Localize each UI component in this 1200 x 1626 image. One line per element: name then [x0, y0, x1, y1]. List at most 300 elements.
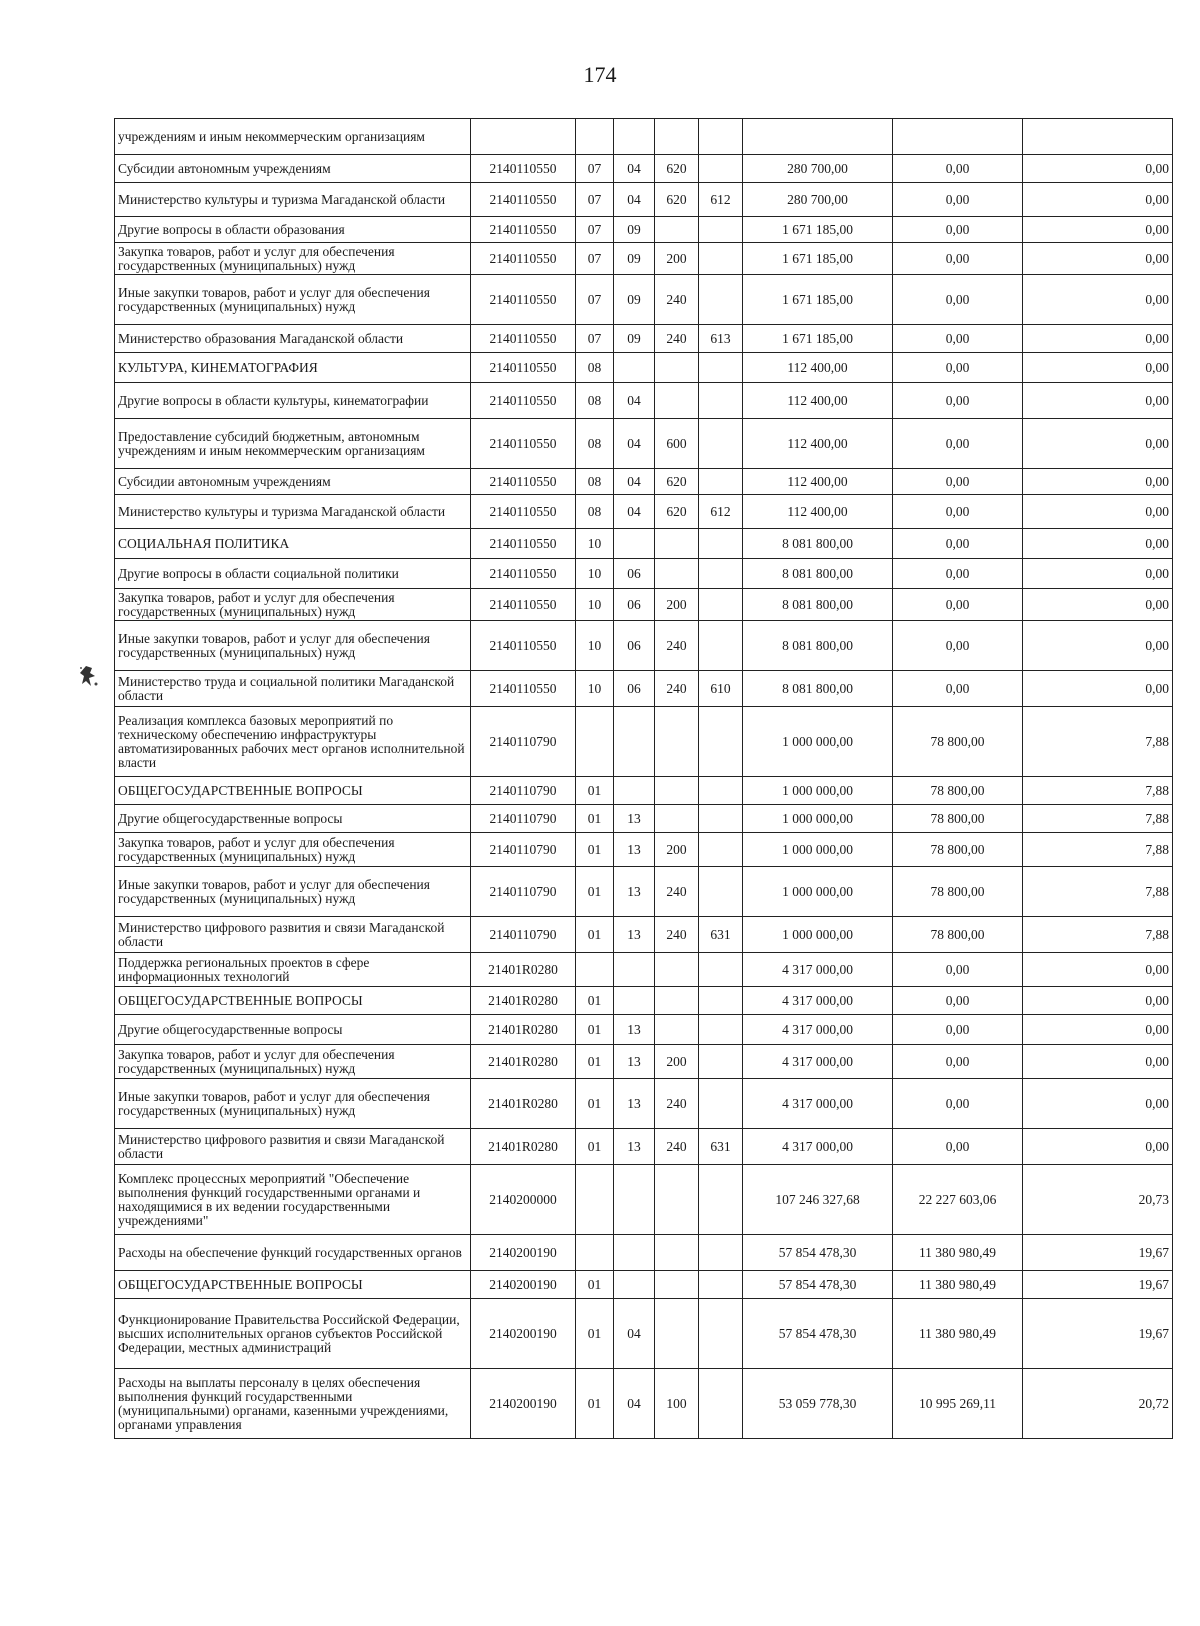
cell-name: Предоставление субсидий бюджетным, автономным учреждениям и иным некоммерческим организациям: [115, 419, 471, 469]
cell-percent: 0,00: [1023, 495, 1173, 529]
cell-vedomstvo: 612: [699, 495, 743, 529]
cell-podrazdel: 13: [614, 1045, 655, 1079]
cell-plan: 8 081 800,00: [743, 671, 893, 707]
cell-plan: 1 000 000,00: [743, 833, 893, 867]
page-number: 174: [583, 62, 617, 87]
cell-podrazdel: 13: [614, 867, 655, 917]
cell-percent: 0,00: [1023, 217, 1173, 243]
cell-code: 2140110550: [471, 243, 576, 275]
table-row: [115, 529, 1173, 559]
cell-vid: 620: [655, 469, 699, 495]
cell-vedomstvo: [699, 243, 743, 275]
cell-percent: 0,00: [1023, 987, 1173, 1015]
cell-podrazdel: 06: [614, 671, 655, 707]
cell-podrazdel: [614, 707, 655, 777]
cell-vid: [655, 1271, 699, 1299]
cell-vid: [655, 217, 699, 243]
cell-plan: 1 000 000,00: [743, 867, 893, 917]
cell-name: Иные закупки товаров, работ и услуг для обеспечения государственных (муниципальных) нужд: [115, 621, 471, 671]
cell-fact: 0,00: [893, 495, 1023, 529]
cell-percent: [1023, 119, 1173, 155]
cell-vedomstvo: [699, 1299, 743, 1369]
cell-vedomstvo: 631: [699, 917, 743, 953]
cell-fact: 0,00: [893, 589, 1023, 621]
cell-code: 2140110550: [471, 419, 576, 469]
cell-percent: 0,00: [1023, 1045, 1173, 1079]
cell-razdel: 07: [576, 243, 614, 275]
cell-fact: [893, 119, 1023, 155]
cell-percent: 0,00: [1023, 469, 1173, 495]
cell-razdel: 01: [576, 1079, 614, 1129]
cell-plan: 112 400,00: [743, 383, 893, 419]
cell-vid: 240: [655, 917, 699, 953]
cell-podrazdel: 04: [614, 155, 655, 183]
cell-name: Закупка товаров, работ и услуг для обеспечения государственных (муниципальных) нужд: [115, 1045, 471, 1079]
cell-fact: 0,00: [893, 987, 1023, 1015]
cell-plan: 1 000 000,00: [743, 917, 893, 953]
cell-name: Иные закупки товаров, работ и услуг для обеспечения государственных (муниципальных) нужд: [115, 275, 471, 325]
cell-razdel: 10: [576, 589, 614, 621]
table-row: [115, 1045, 1173, 1079]
cell-vedomstvo: 610: [699, 671, 743, 707]
cell-vedomstvo: [699, 589, 743, 621]
cell-vid: [655, 1165, 699, 1235]
cell-plan: 4 317 000,00: [743, 987, 893, 1015]
cell-code: 2140110550: [471, 325, 576, 353]
table-row: [115, 119, 1173, 155]
cell-fact: 78 800,00: [893, 867, 1023, 917]
cell-vid: 620: [655, 155, 699, 183]
cell-podrazdel: 04: [614, 495, 655, 529]
table-row: [115, 1015, 1173, 1045]
cell-fact: 0,00: [893, 275, 1023, 325]
cell-podrazdel: 04: [614, 383, 655, 419]
cell-code: 2140110550: [471, 383, 576, 419]
cell-percent: 20,73: [1023, 1165, 1173, 1235]
table-row: [115, 353, 1173, 383]
cell-razdel: [576, 119, 614, 155]
cell-podrazdel: [614, 777, 655, 805]
cell-razdel: [576, 1235, 614, 1271]
cell-fact: 78 800,00: [893, 707, 1023, 777]
cell-percent: 0,00: [1023, 1129, 1173, 1165]
table-row: [115, 469, 1173, 495]
cell-name: Другие вопросы в области образования: [115, 217, 471, 243]
cell-percent: 19,67: [1023, 1299, 1173, 1369]
cell-name: учреждениям и иным некоммерческим организациям: [115, 119, 471, 155]
cell-code: 2140110550: [471, 495, 576, 529]
cell-razdel: 10: [576, 621, 614, 671]
cell-name: Другие вопросы в области социальной политики: [115, 559, 471, 589]
cell-name: Министерство труда и социальной политики Магаданской области: [115, 671, 471, 707]
cell-razdel: 01: [576, 1271, 614, 1299]
cell-fact: 0,00: [893, 671, 1023, 707]
cell-vedomstvo: [699, 1165, 743, 1235]
cell-fact: 0,00: [893, 529, 1023, 559]
table-row: [115, 155, 1173, 183]
cell-vedomstvo: [699, 987, 743, 1015]
cell-fact: 78 800,00: [893, 917, 1023, 953]
cell-vedomstvo: [699, 419, 743, 469]
cell-plan: 8 081 800,00: [743, 589, 893, 621]
cell-plan: 4 317 000,00: [743, 1045, 893, 1079]
table-row: [115, 275, 1173, 325]
cell-podrazdel: 09: [614, 217, 655, 243]
cell-name: Субсидии автономным учреждениям: [115, 155, 471, 183]
table-row: [115, 777, 1173, 805]
cell-plan: 1 671 185,00: [743, 243, 893, 275]
table-row: [115, 1299, 1173, 1369]
cell-name: ОБЩЕГОСУДАРСТВЕННЫЕ ВОПРОСЫ: [115, 1271, 471, 1299]
cell-code: 2140110790: [471, 833, 576, 867]
cell-vedomstvo: [699, 217, 743, 243]
cell-name: Закупка товаров, работ и услуг для обеспечения государственных (муниципальных) нужд: [115, 833, 471, 867]
cell-name: Реализация комплекса базовых мероприятий по техническому обеспечению инфраструктуры автоматизированных рабочих мест органов исполнительной власти: [115, 707, 471, 777]
cell-razdel: 01: [576, 867, 614, 917]
cell-razdel: 08: [576, 419, 614, 469]
cell-vid: 240: [655, 325, 699, 353]
cell-plan: 112 400,00: [743, 353, 893, 383]
cell-percent: 7,88: [1023, 707, 1173, 777]
cell-code: 2140110790: [471, 867, 576, 917]
cell-podrazdel: 13: [614, 1079, 655, 1129]
cell-vedomstvo: [699, 1079, 743, 1129]
cell-code: 2140110790: [471, 805, 576, 833]
cell-vedomstvo: 631: [699, 1129, 743, 1165]
cell-fact: 11 380 980,49: [893, 1299, 1023, 1369]
cell-fact: 0,00: [893, 1129, 1023, 1165]
cell-fact: 11 380 980,49: [893, 1235, 1023, 1271]
cell-percent: 7,88: [1023, 833, 1173, 867]
cell-percent: 19,67: [1023, 1271, 1173, 1299]
cell-code: 21401R0280: [471, 1079, 576, 1129]
table-row: [115, 589, 1173, 621]
cell-code: 21401R0280: [471, 1129, 576, 1165]
cell-podrazdel: [614, 1271, 655, 1299]
cell-name: СОЦИАЛЬНАЯ ПОЛИТИКА: [115, 529, 471, 559]
table-row: [115, 419, 1173, 469]
cell-code: 2140200190: [471, 1235, 576, 1271]
cell-podrazdel: 04: [614, 183, 655, 217]
table-row: [115, 833, 1173, 867]
cell-percent: 0,00: [1023, 183, 1173, 217]
table-row: [115, 707, 1173, 777]
cell-vedomstvo: [699, 529, 743, 559]
cell-plan: 57 854 478,30: [743, 1299, 893, 1369]
cell-vid: 620: [655, 183, 699, 217]
cell-podrazdel: 13: [614, 1129, 655, 1165]
cell-podrazdel: [614, 1165, 655, 1235]
cell-razdel: [576, 1165, 614, 1235]
cell-vid: [655, 1235, 699, 1271]
cell-code: 2140110790: [471, 707, 576, 777]
cell-vid: [655, 529, 699, 559]
budget-table: [114, 118, 1173, 1439]
table-row: [115, 559, 1173, 589]
cell-plan: 107 246 327,68: [743, 1165, 893, 1235]
cell-vedomstvo: 612: [699, 183, 743, 217]
cell-podrazdel: 06: [614, 589, 655, 621]
table-row: [115, 1271, 1173, 1299]
cell-fact: 0,00: [893, 353, 1023, 383]
cell-plan: 57 854 478,30: [743, 1235, 893, 1271]
cell-podrazdel: [614, 953, 655, 987]
cell-vedomstvo: [699, 353, 743, 383]
cell-percent: 7,88: [1023, 777, 1173, 805]
table-row: [115, 953, 1173, 987]
cell-name: Иные закупки товаров, работ и услуг для обеспечения государственных (муниципальных) нужд: [115, 867, 471, 917]
cell-fact: 0,00: [893, 325, 1023, 353]
cell-fact: 0,00: [893, 953, 1023, 987]
cell-vid: 240: [655, 671, 699, 707]
cell-podrazdel: 04: [614, 419, 655, 469]
cell-plan: 4 317 000,00: [743, 1129, 893, 1165]
cell-code: 2140200000: [471, 1165, 576, 1235]
cell-vid: [655, 987, 699, 1015]
cell-razdel: 08: [576, 469, 614, 495]
cell-razdel: 01: [576, 805, 614, 833]
cell-razdel: 08: [576, 353, 614, 383]
table-row: [115, 217, 1173, 243]
cell-plan: 8 081 800,00: [743, 621, 893, 671]
cell-podrazdel: 13: [614, 833, 655, 867]
cell-vid: 200: [655, 1045, 699, 1079]
table-row: [115, 987, 1173, 1015]
cell-plan: 53 059 778,30: [743, 1369, 893, 1439]
cell-razdel: 01: [576, 1045, 614, 1079]
cell-razdel: 07: [576, 183, 614, 217]
cell-vedomstvo: [699, 777, 743, 805]
cell-vid: [655, 777, 699, 805]
cell-vid: 240: [655, 275, 699, 325]
cell-plan: 112 400,00: [743, 495, 893, 529]
cell-code: 2140110550: [471, 217, 576, 243]
cell-podrazdel: 04: [614, 1299, 655, 1369]
cell-vid: 620: [655, 495, 699, 529]
cell-name: Субсидии автономным учреждениям: [115, 469, 471, 495]
cell-vedomstvo: 613: [699, 325, 743, 353]
cell-plan: 280 700,00: [743, 155, 893, 183]
cell-podrazdel: 13: [614, 805, 655, 833]
cell-razdel: 10: [576, 529, 614, 559]
cell-code: 2140110550: [471, 671, 576, 707]
cell-fact: 78 800,00: [893, 833, 1023, 867]
cell-plan: 112 400,00: [743, 469, 893, 495]
cell-code: 2140110790: [471, 917, 576, 953]
cell-code: 21401R0280: [471, 987, 576, 1015]
cell-percent: 0,00: [1023, 325, 1173, 353]
cell-vedomstvo: [699, 1015, 743, 1045]
table-row: [115, 1129, 1173, 1165]
cell-plan: 8 081 800,00: [743, 529, 893, 559]
cell-razdel: [576, 953, 614, 987]
cell-name: Комплекс процессных мероприятий "Обеспечение выполнения функций государственными органами и находящимися в их ведении государственными учреждениями": [115, 1165, 471, 1235]
cell-code: 2140110790: [471, 777, 576, 805]
cell-razdel: 07: [576, 325, 614, 353]
cell-vid: [655, 119, 699, 155]
cell-name: КУЛЬТУРА, КИНЕМАТОГРАФИЯ: [115, 353, 471, 383]
cell-fact: 0,00: [893, 559, 1023, 589]
cell-name: ОБЩЕГОСУДАРСТВЕННЫЕ ВОПРОСЫ: [115, 987, 471, 1015]
cell-plan: 4 317 000,00: [743, 1015, 893, 1045]
cell-podrazdel: 09: [614, 275, 655, 325]
cell-fact: 22 227 603,06: [893, 1165, 1023, 1235]
cell-vedomstvo: [699, 953, 743, 987]
cell-percent: 0,00: [1023, 953, 1173, 987]
cell-percent: 0,00: [1023, 529, 1173, 559]
cell-fact: 78 800,00: [893, 777, 1023, 805]
cell-vid: 200: [655, 589, 699, 621]
cell-name: Министерство образования Магаданской области: [115, 325, 471, 353]
cell-fact: 0,00: [893, 243, 1023, 275]
cell-razdel: 07: [576, 275, 614, 325]
cell-percent: 7,88: [1023, 867, 1173, 917]
cell-code: 2140110550: [471, 155, 576, 183]
cell-vedomstvo: [699, 867, 743, 917]
cell-code: 21401R0280: [471, 953, 576, 987]
cell-name: Другие общегосударственные вопросы: [115, 805, 471, 833]
cell-vedomstvo: [699, 469, 743, 495]
cell-vid: 240: [655, 867, 699, 917]
cell-name: Поддержка региональных проектов в сфере информационных технологий: [115, 953, 471, 987]
cell-razdel: 01: [576, 987, 614, 1015]
cell-fact: 0,00: [893, 183, 1023, 217]
cell-vid: [655, 953, 699, 987]
cell-vedomstvo: [699, 119, 743, 155]
cell-razdel: 01: [576, 917, 614, 953]
cell-code: [471, 119, 576, 155]
cell-podrazdel: 04: [614, 1369, 655, 1439]
cell-vid: [655, 805, 699, 833]
cell-vid: 200: [655, 833, 699, 867]
cell-name: Иные закупки товаров, работ и услуг для обеспечения государственных (муниципальных) нужд: [115, 1079, 471, 1129]
cell-name: Расходы на выплаты персоналу в целях обеспечения выполнения функций государственными (муниципальными) органами, казенными учреждениями, органами управления: [115, 1369, 471, 1439]
table-row: [115, 1369, 1173, 1439]
cell-razdel: 10: [576, 559, 614, 589]
cell-razdel: 01: [576, 777, 614, 805]
cell-code: 2140200190: [471, 1271, 576, 1299]
cell-vid: 240: [655, 1129, 699, 1165]
cell-razdel: 10: [576, 671, 614, 707]
table-row: [115, 495, 1173, 529]
cell-razdel: 01: [576, 1015, 614, 1045]
cell-plan: [743, 119, 893, 155]
cell-fact: 0,00: [893, 217, 1023, 243]
cell-code: 2140110550: [471, 529, 576, 559]
cell-plan: 1 000 000,00: [743, 805, 893, 833]
cell-razdel: 01: [576, 1299, 614, 1369]
cell-percent: 20,72: [1023, 1369, 1173, 1439]
cell-vid: [655, 383, 699, 419]
cell-fact: 0,00: [893, 155, 1023, 183]
table-row: [115, 621, 1173, 671]
cell-percent: 0,00: [1023, 589, 1173, 621]
table-row: [115, 183, 1173, 217]
cell-percent: 0,00: [1023, 1015, 1173, 1045]
cell-podrazdel: [614, 987, 655, 1015]
cell-name: Другие вопросы в области культуры, кинематографии: [115, 383, 471, 419]
cell-code: 21401R0280: [471, 1015, 576, 1045]
cell-vedomstvo: [699, 155, 743, 183]
cell-razdel: 01: [576, 833, 614, 867]
cell-plan: 1 671 185,00: [743, 217, 893, 243]
cell-vedomstvo: [699, 833, 743, 867]
cell-razdel: 07: [576, 155, 614, 183]
cell-podrazdel: [614, 1235, 655, 1271]
cell-vid: [655, 353, 699, 383]
cell-fact: 0,00: [893, 419, 1023, 469]
cell-fact: 0,00: [893, 621, 1023, 671]
cell-vedomstvo: [699, 1369, 743, 1439]
cell-code: 2140110550: [471, 469, 576, 495]
cell-name: Министерство культуры и туризма Магаданской области: [115, 183, 471, 217]
scan-smudge-icon: [78, 664, 100, 690]
cell-vedomstvo: [699, 1045, 743, 1079]
cell-vedomstvo: [699, 707, 743, 777]
cell-plan: 1 000 000,00: [743, 777, 893, 805]
cell-plan: 112 400,00: [743, 419, 893, 469]
cell-code: 2140110550: [471, 621, 576, 671]
cell-percent: 0,00: [1023, 671, 1173, 707]
cell-plan: 8 081 800,00: [743, 559, 893, 589]
table-row: [115, 867, 1173, 917]
cell-fact: 78 800,00: [893, 805, 1023, 833]
cell-vid: 200: [655, 243, 699, 275]
cell-percent: 0,00: [1023, 621, 1173, 671]
cell-vedomstvo: [699, 275, 743, 325]
cell-fact: 0,00: [893, 1079, 1023, 1129]
cell-razdel: 01: [576, 1369, 614, 1439]
cell-fact: 10 995 269,11: [893, 1369, 1023, 1439]
cell-razdel: 08: [576, 383, 614, 419]
table-body: [115, 119, 1173, 1439]
table-row: [115, 671, 1173, 707]
cell-plan: 57 854 478,30: [743, 1271, 893, 1299]
cell-percent: 0,00: [1023, 243, 1173, 275]
cell-plan: 1 671 185,00: [743, 325, 893, 353]
cell-percent: 19,67: [1023, 1235, 1173, 1271]
cell-plan: 4 317 000,00: [743, 1079, 893, 1129]
cell-podrazdel: [614, 119, 655, 155]
cell-vid: [655, 1299, 699, 1369]
cell-vedomstvo: [699, 559, 743, 589]
cell-name: Министерство цифрового развития и связи Магаданской области: [115, 917, 471, 953]
cell-vid: 240: [655, 621, 699, 671]
cell-vid: 240: [655, 1079, 699, 1129]
table-row: [115, 1235, 1173, 1271]
cell-podrazdel: 06: [614, 621, 655, 671]
cell-razdel: 01: [576, 1129, 614, 1165]
cell-name: Расходы на обеспечение функций государственных органов: [115, 1235, 471, 1271]
cell-vid: [655, 707, 699, 777]
cell-vedomstvo: [699, 383, 743, 419]
cell-razdel: 08: [576, 495, 614, 529]
cell-podrazdel: 04: [614, 469, 655, 495]
cell-podrazdel: 13: [614, 1015, 655, 1045]
cell-code: 2140200190: [471, 1369, 576, 1439]
cell-vid: [655, 559, 699, 589]
cell-percent: 0,00: [1023, 419, 1173, 469]
cell-plan: 4 317 000,00: [743, 953, 893, 987]
cell-fact: 0,00: [893, 469, 1023, 495]
cell-plan: 1 000 000,00: [743, 707, 893, 777]
cell-code: 2140200190: [471, 1299, 576, 1369]
cell-percent: 7,88: [1023, 805, 1173, 833]
table-row: [115, 1079, 1173, 1129]
cell-vedomstvo: [699, 1271, 743, 1299]
table-row: [115, 325, 1173, 353]
cell-fact: 0,00: [893, 1045, 1023, 1079]
